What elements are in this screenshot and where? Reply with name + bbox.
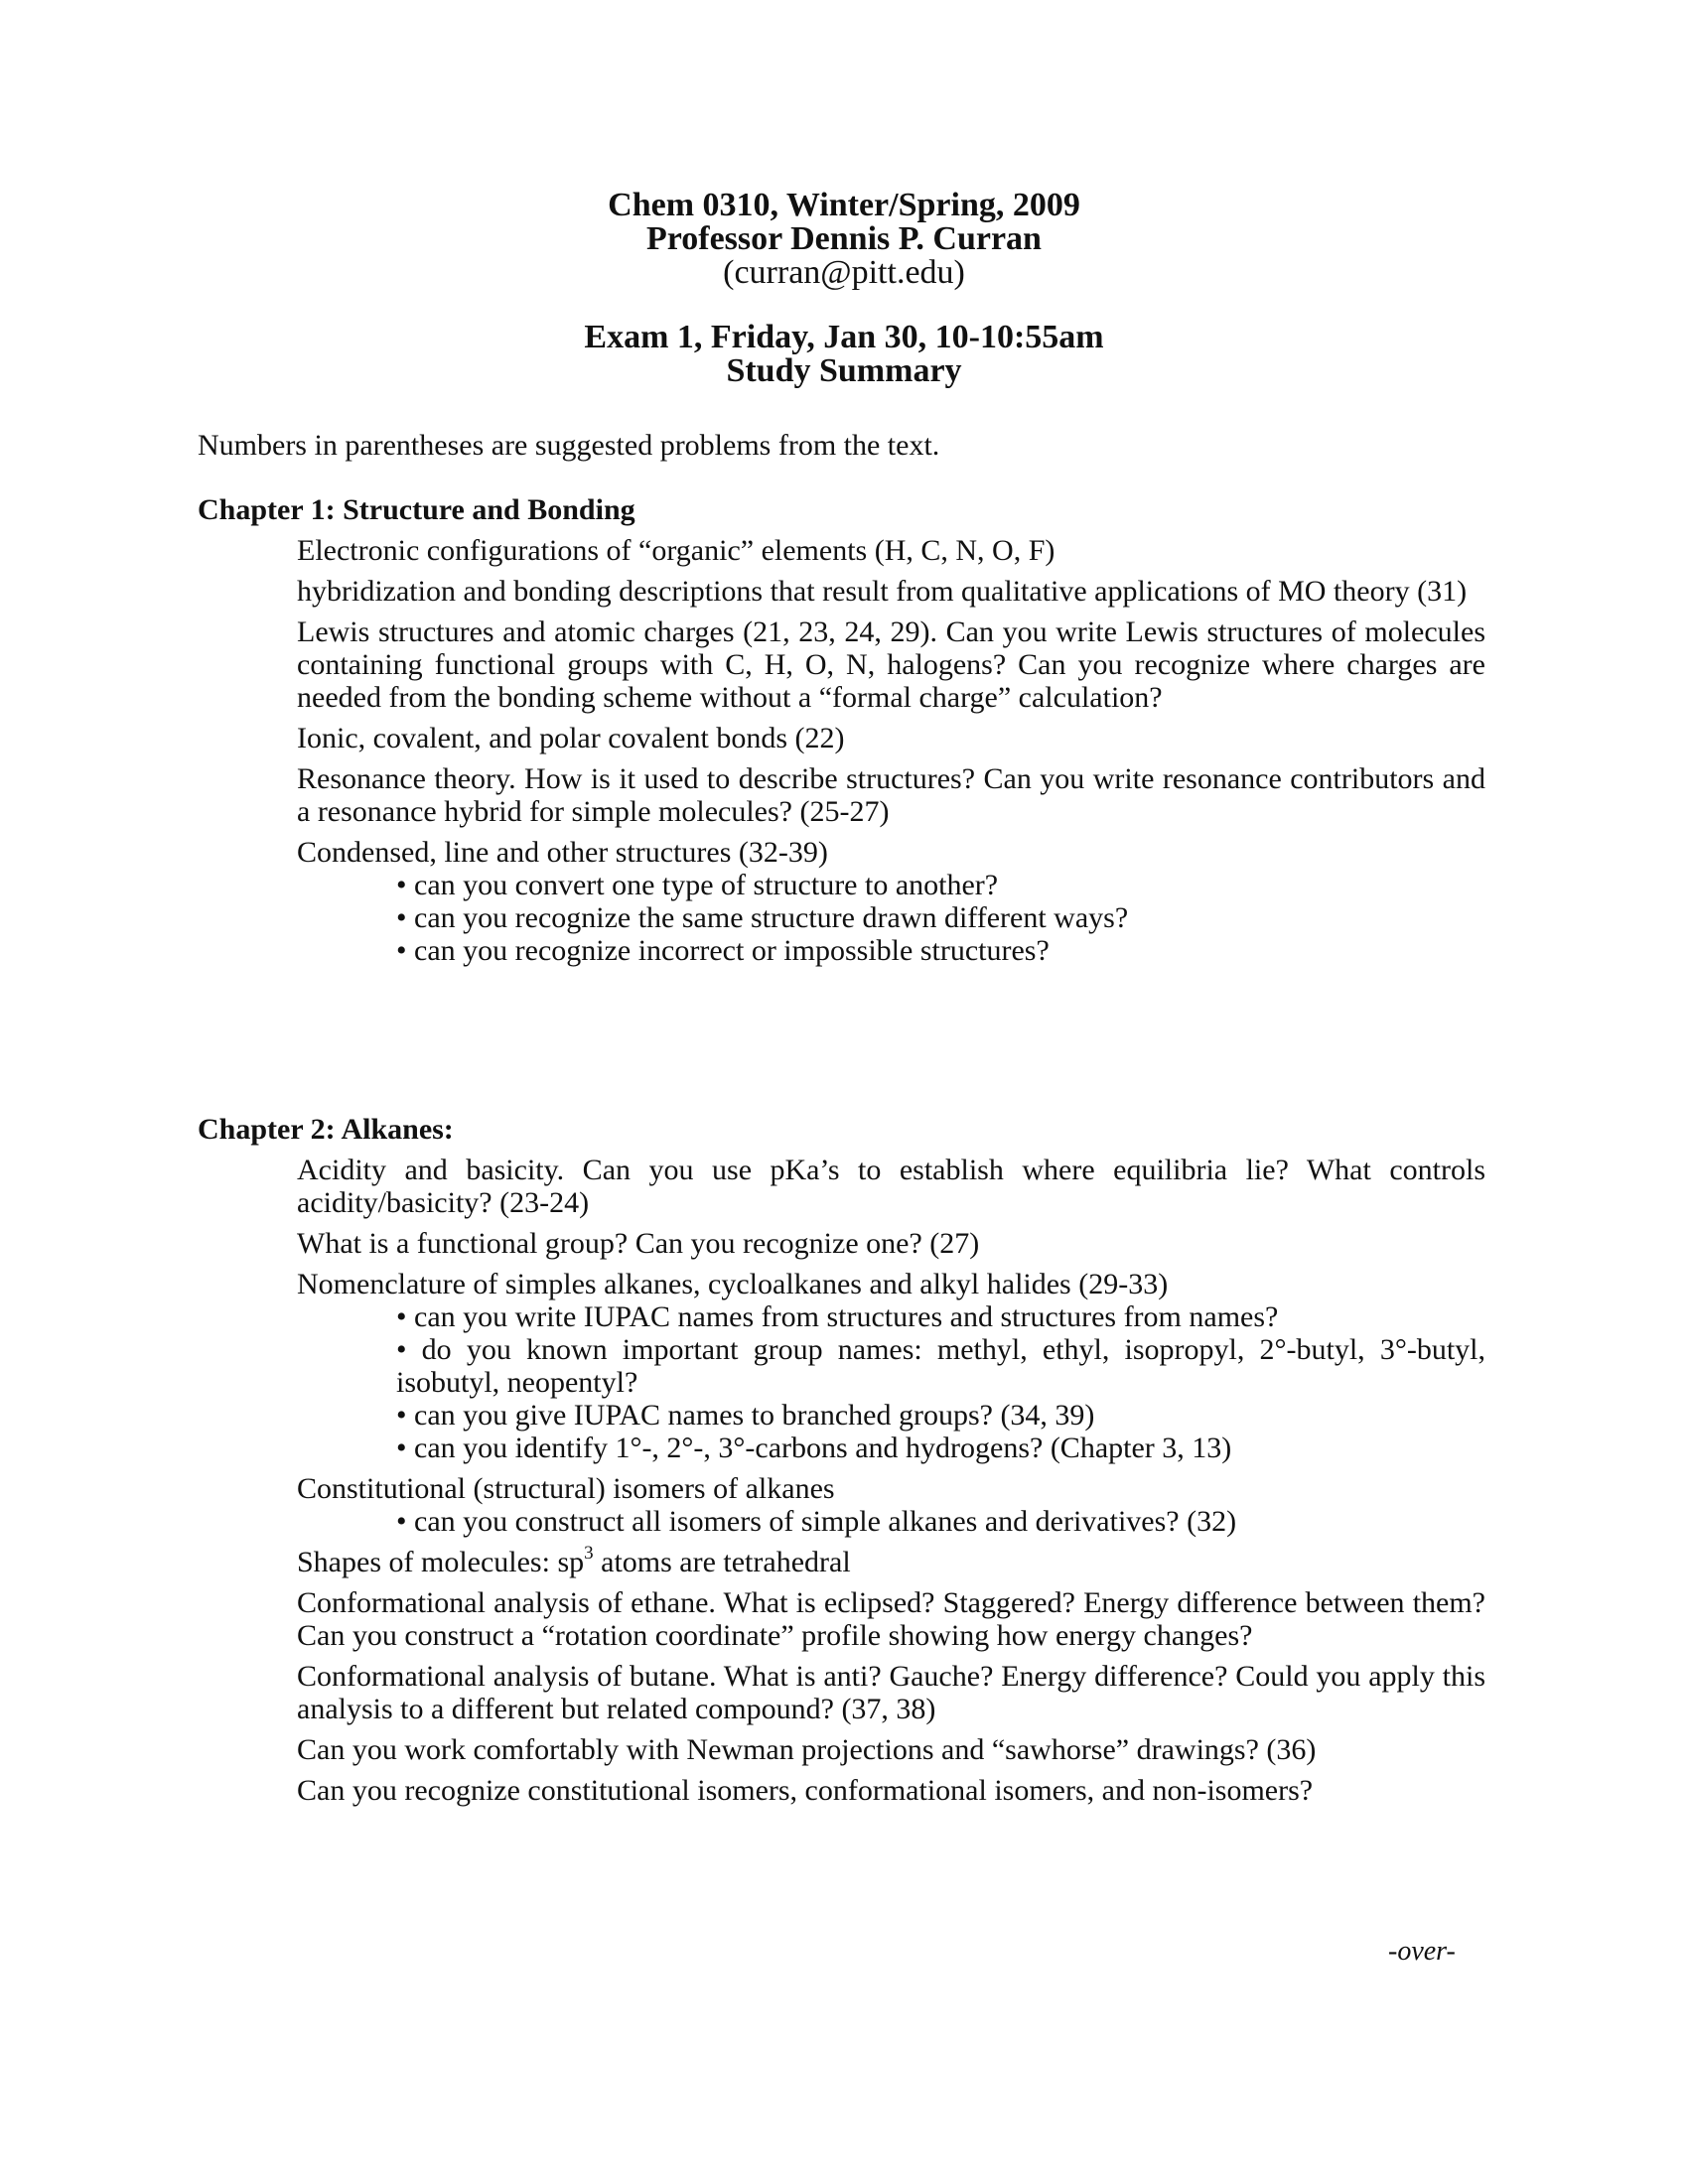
isomers-bullet-list — [396, 1505, 1485, 1538]
shapes-text-end: atoms are tetrahedral — [593, 1546, 851, 1578]
topic-nomenclature: Nomenclature of simples alkanes, cycloalkanes and alkyl halides (29-33) — [297, 1268, 1169, 1300]
bullet-item: • can you construct all isomers of simple alkanes and derivatives? (32) — [396, 1505, 1237, 1538]
shapes-text: Shapes of molecules: sp — [297, 1546, 585, 1578]
chapter-2-section — [198, 1113, 1485, 1807]
chapter-2-title: Chapter 2: Alkanes: — [198, 1113, 454, 1146]
topic-electronic-configurations: Electronic configurations of “organic” elements (H, C, N, O, F) — [297, 534, 1055, 567]
topic-ethane-conformation: Conformational analysis of ethane. What is eclipsed? Staggered? Energy difference between them? Can you construct a “rotation coordinate” profile showing how energy changes? — [297, 1586, 1485, 1652]
topic-functional-group: What is a functional group? Can you recognize one? (27) — [297, 1227, 980, 1260]
intro-note: Numbers in parentheses are suggested problems from the text. — [198, 429, 940, 462]
chapter-1-section — [198, 493, 1485, 967]
topic-butane-conformation: Conformational analysis of butane. What is anti? Gauche? Energy difference? Could you apply this analysis to a different but related compound? (37, 38) — [297, 1660, 1485, 1725]
topic-molecular-shapes — [297, 1543, 1485, 1578]
over-note: -over- — [1388, 1936, 1456, 1967]
professor-email: (curran@pitt.edu) — [723, 254, 965, 291]
nomenclature-bullet-list — [396, 1300, 1485, 1464]
bullet-item: • can you write IUPAC names from structures and structures from names? — [396, 1300, 1279, 1333]
exam-subtitle: Study Summary — [726, 352, 962, 389]
structure-bullet-list — [396, 869, 1485, 967]
topic-hybridization: hybridization and bonding descriptions that result from qualitative applications of MO theory (31) — [297, 575, 1468, 608]
bullet-item: • can you recognize the same structure drawn different ways? — [396, 901, 1129, 934]
shapes-superscript: 3 — [584, 1543, 594, 1564]
document-header — [0, 189, 1688, 388]
exam-title: Exam 1, Friday, Jan 30, 10-10:55am — [584, 319, 1104, 355]
bullet-item: • can you convert one type of structure to another? — [396, 869, 999, 901]
topic-newman-projections: Can you work comfortably with Newman projections and “sawhorse” drawings? (36) — [297, 1733, 1317, 1766]
bullet-item: • can you identify 1°-, 2°-, 3°-carbons and hydrogens? (Chapter 3, 13) — [396, 1432, 1232, 1464]
bullet-item: • can you give IUPAC names to branched groups? (34, 39) — [396, 1399, 1095, 1432]
topic-recognize-isomers: Can you recognize constitutional isomers, conformational isomers, and non-isomers? — [297, 1774, 1314, 1807]
topic-bond-types: Ionic, covalent, and polar covalent bonds (22) — [297, 722, 845, 754]
bullet-item: • can you recognize incorrect or impossible structures? — [396, 934, 1050, 967]
professor-name: Professor Dennis P. Curran — [646, 220, 1042, 257]
bullet-item: • do you known important group names: methyl, ethyl, isopropyl, 2°-butyl, 3°-butyl, isobutyl, neopentyl? — [396, 1333, 1485, 1399]
topic-isomers: Constitutional (structural) isomers of alkanes — [297, 1472, 835, 1505]
topic-lewis-structures: Lewis structures and atomic charges (21, 23, 24, 29). Can you write Lewis structures of molecules containing functional groups with C, H, O, N, halogens? Can you recognize where charges are needed from the bonding scheme without a “formal charge” calculation? — [297, 615, 1485, 714]
course-title: Chem 0310, Winter/Spring, 2009 — [608, 187, 1080, 223]
topic-condensed-structures: Condensed, line and other structures (32-39) — [297, 836, 828, 869]
topic-acidity: Acidity and basicity. Can you use pKa’s to establish where equilibria lie? What controls acidity/basicity? (23-24) — [297, 1154, 1485, 1219]
chapter-1-title: Chapter 1: Structure and Bonding — [198, 493, 635, 526]
topic-resonance: Resonance theory. How is it used to describe structures? Can you write resonance contributors and a resonance hybrid for simple molecules? (25-27) — [297, 762, 1485, 828]
